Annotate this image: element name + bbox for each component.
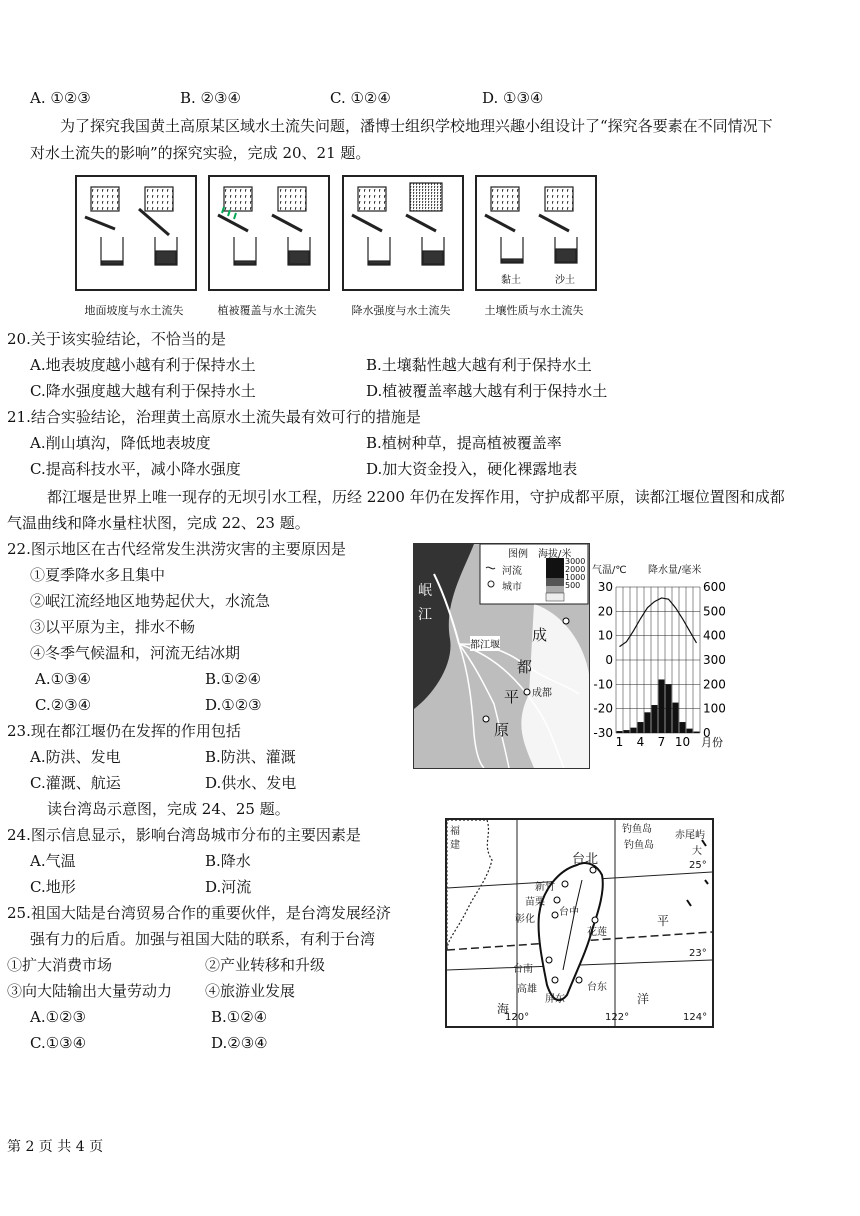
map2-lon122: 122°	[605, 1012, 630, 1023]
q22-option-c: C.②③④	[35, 696, 92, 714]
chart-y-left-tick: 10	[597, 628, 613, 643]
map1-river-label-2: 江	[418, 607, 432, 623]
intro2-line1: 都江堰是世界上唯一现存的无坝引水工程，历经 2200 年仍在发挥作用，守护成都平原，读都江堰位置图和成都	[47, 488, 785, 506]
map1-plain-3: 平	[504, 688, 520, 706]
q21-option-a: A.削山填沟，降低地表坡度	[30, 434, 211, 452]
chart-y-left-tick: -10	[593, 677, 613, 692]
q21-option-b: B.植树种草，提高植被覆盖率	[366, 434, 562, 452]
q20-stem: 20.关于该实验结论，不恰当的是	[7, 330, 226, 348]
map1-river-label-1: 岷	[418, 583, 432, 599]
dujiangyan-location-map	[413, 543, 590, 769]
experiment-soil-panel	[475, 175, 597, 291]
experiment-rain-panel	[342, 175, 464, 291]
q25-option-c: C.①③④	[30, 1034, 87, 1052]
precip-bar	[659, 679, 665, 733]
q25-option-d: D.②③④	[211, 1034, 268, 1052]
intro1-line2: 对水土流失的影响”的探究实验，完成 20、21 题。	[30, 144, 371, 162]
map1-plain-2: 都	[517, 658, 533, 676]
map2-ryukyu-1: 赤尾屿	[675, 830, 705, 841]
intro2-line2: 气温曲线和降水量柱状图，完成 22、23 题。	[7, 514, 310, 532]
map1-legend-river: 河流	[502, 566, 522, 577]
chart-y-left-tick: 0	[605, 653, 613, 667]
q23-option-d: D.供水、发电	[205, 774, 297, 792]
q25-statement-1: ①扩大消费市场	[7, 956, 113, 974]
precip-bar	[687, 729, 693, 733]
intro3: 读台湾岛示意图，完成 24、25 题。	[47, 800, 290, 818]
chart-y-right-label: 降水量/毫米	[648, 565, 702, 576]
q23-option-a: A.防洪、发电	[30, 748, 121, 766]
q21-stem: 21.结合实验结论，治理黄土高原水土流失最有效可行的措施是	[7, 408, 421, 426]
caption-rain: 降水强度与水土流失	[351, 304, 451, 317]
map2-taibei: 台北	[572, 852, 599, 867]
chart-y-left-label: 气温/℃	[592, 565, 627, 576]
precip-bar	[652, 705, 658, 733]
chart-y-right-tick: 300	[703, 653, 726, 667]
intro1-line1: 为了探究我国黄土高原某区域水土流失问题，潘博士组织学校地理兴趣小组设计了“探究各要素在不同情况下	[60, 117, 773, 135]
chart-y-right-tick: 0	[703, 726, 711, 740]
precip-bar	[624, 730, 630, 733]
q24-option-a: A.气温	[30, 852, 76, 870]
map2-lon120: 120°	[505, 1012, 530, 1023]
map2-tainan: 台南	[513, 964, 533, 975]
q22-option-a: A.①③④	[35, 670, 91, 688]
chart-y-right-tick: 600	[703, 580, 726, 594]
q21-option-c: C.提高科技水平，减小降水强度	[30, 460, 241, 478]
soil-label-clay: 黏土	[501, 275, 521, 286]
prev-option-d: D. ①③④	[482, 89, 544, 107]
q23-option-c: C.灌溉、航运	[30, 774, 121, 792]
map2-xinzhu: 新竹	[535, 882, 555, 893]
map2-ping: 平	[657, 914, 670, 928]
taiwan-map	[445, 818, 714, 1028]
chart-y-left-tick: 20	[597, 604, 613, 619]
q25-option-b: B.①②④	[211, 1008, 268, 1026]
chart-y-left-tick: 30	[597, 580, 613, 594]
map2-diaoyu-1: 钓鱼岛	[622, 824, 652, 835]
map2-pingdong: 屏东	[545, 994, 565, 1005]
q25-stem-2: 强有力的后盾。加强与祖国大陆的联系，有利于台湾	[30, 930, 376, 948]
q24-option-b: B.降水	[205, 852, 251, 870]
q22-statement-1: ①夏季降水多且集中	[30, 566, 166, 584]
precip-bar	[617, 731, 623, 733]
elev-500: 500	[565, 581, 581, 590]
map2-hai: 海	[497, 1002, 510, 1016]
elev-2000: 2000	[565, 565, 586, 574]
q24-stem: 24.图示信息显示，影响台湾岛城市分布的主要因素是	[7, 826, 361, 844]
elev-1000: 1000	[565, 573, 586, 582]
q25-statement-2: ②产业转移和升级	[205, 956, 326, 974]
map1-plain-1: 成	[532, 626, 548, 644]
soil-label-sand: 沙土	[555, 275, 575, 286]
caption-slope: 地面坡度与水土流失	[84, 304, 184, 317]
map2-zhanghua: 彰化	[515, 914, 535, 925]
prev-option-b: B. ②③④	[180, 89, 241, 107]
map2-yang: 洋	[637, 992, 650, 1006]
map2-miaoli: 苗栗	[525, 897, 545, 908]
q21-option-d: D.加大资金投入，硬化裸露地表	[366, 460, 578, 478]
page-footer: 第 2 页 共 4 页	[7, 1139, 104, 1155]
chart-x-tick: 10	[674, 735, 691, 749]
q25-statement-3: ③向大陆输出大量劳动力	[7, 982, 173, 1000]
q22-statement-3: ③以平原为主，排水不畅	[30, 618, 196, 636]
chart-x-tick: 4	[636, 735, 645, 749]
experiment-vegetation-panel	[208, 175, 330, 291]
map2-lon124: 124°	[683, 1012, 708, 1023]
precip-bar	[673, 703, 679, 733]
chart-y-right-tick: 400	[703, 628, 726, 643]
caption-soil: 土壤性质与水土流失	[484, 304, 584, 317]
map2-taizhong: 台中	[559, 907, 579, 918]
q23-option-b: B.防洪、灌溉	[205, 748, 296, 766]
chart-x-tick: 1	[615, 735, 624, 749]
precip-bar	[638, 722, 644, 733]
elev-3000: 3000	[565, 557, 586, 566]
map2-lat23: 23°	[689, 948, 707, 959]
map2-lat25: 25°	[689, 860, 707, 871]
prev-option-c: C. ①②④	[330, 89, 391, 107]
chart-y-left-tick: -30	[593, 726, 613, 740]
chart-x-label: 月份	[701, 736, 723, 749]
chengdu-climate-chart	[590, 563, 730, 753]
precip-bar	[680, 722, 686, 733]
chart-x-tick: 7	[657, 735, 666, 749]
precip-bar	[645, 712, 651, 733]
map1-dujiangyan: 都江堰	[470, 636, 500, 651]
precip-bar	[694, 732, 700, 733]
chart-y-right-tick: 500	[703, 604, 726, 619]
q20-option-d: D.植被覆盖率越大越有利于保持水土	[366, 382, 608, 400]
map1-legend-elev: 海拔/米	[538, 549, 572, 560]
chart-y-right-tick: 200	[703, 677, 726, 692]
chart-y-right-tick: 100	[703, 701, 726, 716]
q25-statement-4: ④旅游业发展	[205, 982, 296, 1000]
chart-y-left-tick: -20	[593, 701, 613, 716]
map1-legend-title: 图例	[508, 549, 528, 560]
q24-option-c: C.地形	[30, 878, 76, 896]
map2-taidong: 台东	[587, 982, 607, 993]
map1-city-chengdu: 成都	[532, 688, 552, 699]
q23-stem: 23.现在都江堰仍在发挥的作用包括	[7, 722, 241, 740]
q25-stem-1: 25.祖国大陆是台湾贸易合作的重要伙伴，是台湾发展经济	[7, 904, 391, 922]
q20-option-b: B.土壤黏性越大越有利于保持水土	[366, 356, 592, 374]
map2-diaoyu-2: 钓鱼岛	[624, 840, 654, 851]
map2-fujian-1: 福	[450, 826, 460, 837]
map2-hualian: 花莲	[587, 927, 607, 938]
q22-statement-4: ④冬季气候温和，河流无结冰期	[30, 644, 241, 662]
experiment-slope-panel	[75, 175, 197, 291]
map2-gaoxiong: 高雄	[517, 984, 537, 995]
q20-option-c: C.降水强度越大越有利于保持水土	[30, 382, 256, 400]
map1-legend-city: 城市	[502, 582, 522, 593]
q24-option-d: D.河流	[205, 878, 252, 896]
precip-bar	[666, 684, 672, 733]
climate-svg	[590, 563, 730, 753]
map2-fujian-2: 建	[450, 840, 460, 851]
q22-option-b: B.①②④	[205, 670, 262, 688]
q22-statement-2: ②岷江流经地区地势起伏大，水流急	[30, 592, 271, 610]
precip-bar	[631, 728, 637, 733]
q22-stem: 22.图示地区在古代经常发生洪涝灾害的主要原因是	[7, 540, 346, 558]
q25-option-a: A.①②③	[30, 1008, 86, 1026]
map2-ryukyu-2: 大	[692, 846, 702, 857]
q22-option-d: D.①②③	[205, 696, 262, 714]
map1-plain-4: 原	[494, 721, 510, 739]
q20-option-a: A.地表坡度越小越有利于保持水土	[30, 356, 256, 374]
prev-option-a: A. ①②③	[30, 89, 91, 107]
caption-vegetation: 植被覆盖与水土流失	[217, 304, 317, 317]
